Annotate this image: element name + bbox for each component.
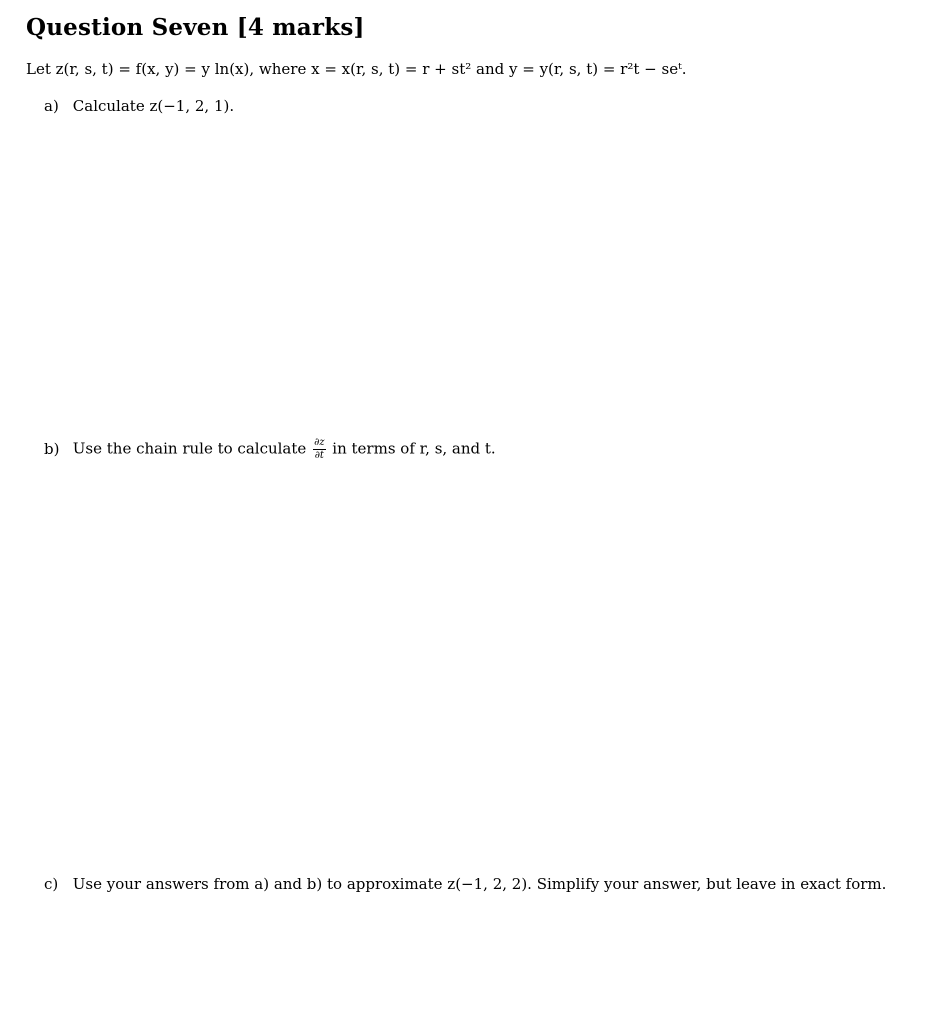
question-title: Question Seven [4 marks]	[26, 14, 365, 41]
part-a-label: a)	[44, 97, 59, 115]
part-a-answer-space	[26, 125, 900, 425]
part-c-label: c)	[44, 875, 59, 893]
part-a	[44, 97, 234, 115]
question-intro: Let z(r, s, t) = f(x, y) = y ln(x), where x = x(r, s, t) = r + st² and y = y(r, s, t) = r²t − seᵗ.	[26, 60, 687, 78]
part-b	[44, 438, 496, 461]
part-c-answer-space	[26, 905, 900, 1015]
part-c	[44, 875, 886, 893]
fraction-denominator: ∂t	[314, 450, 324, 461]
fraction-numerator: ∂z	[314, 437, 325, 448]
part-b-text-before: Use the chain rule to calculate	[72, 439, 307, 458]
part-c-text: Use your answers from a) and b) to approximate z(−1, 2, 2). Simplify your answer, but leave in exact form.	[72, 875, 887, 893]
part-a-text: Calculate z(−1, 2, 1).	[72, 97, 235, 115]
partial-derivative-fraction	[313, 438, 325, 461]
part-b-label: b)	[44, 439, 60, 458]
part-b-text-after: in terms of r, s, and t.	[332, 439, 496, 458]
part-b-answer-space	[26, 470, 900, 860]
